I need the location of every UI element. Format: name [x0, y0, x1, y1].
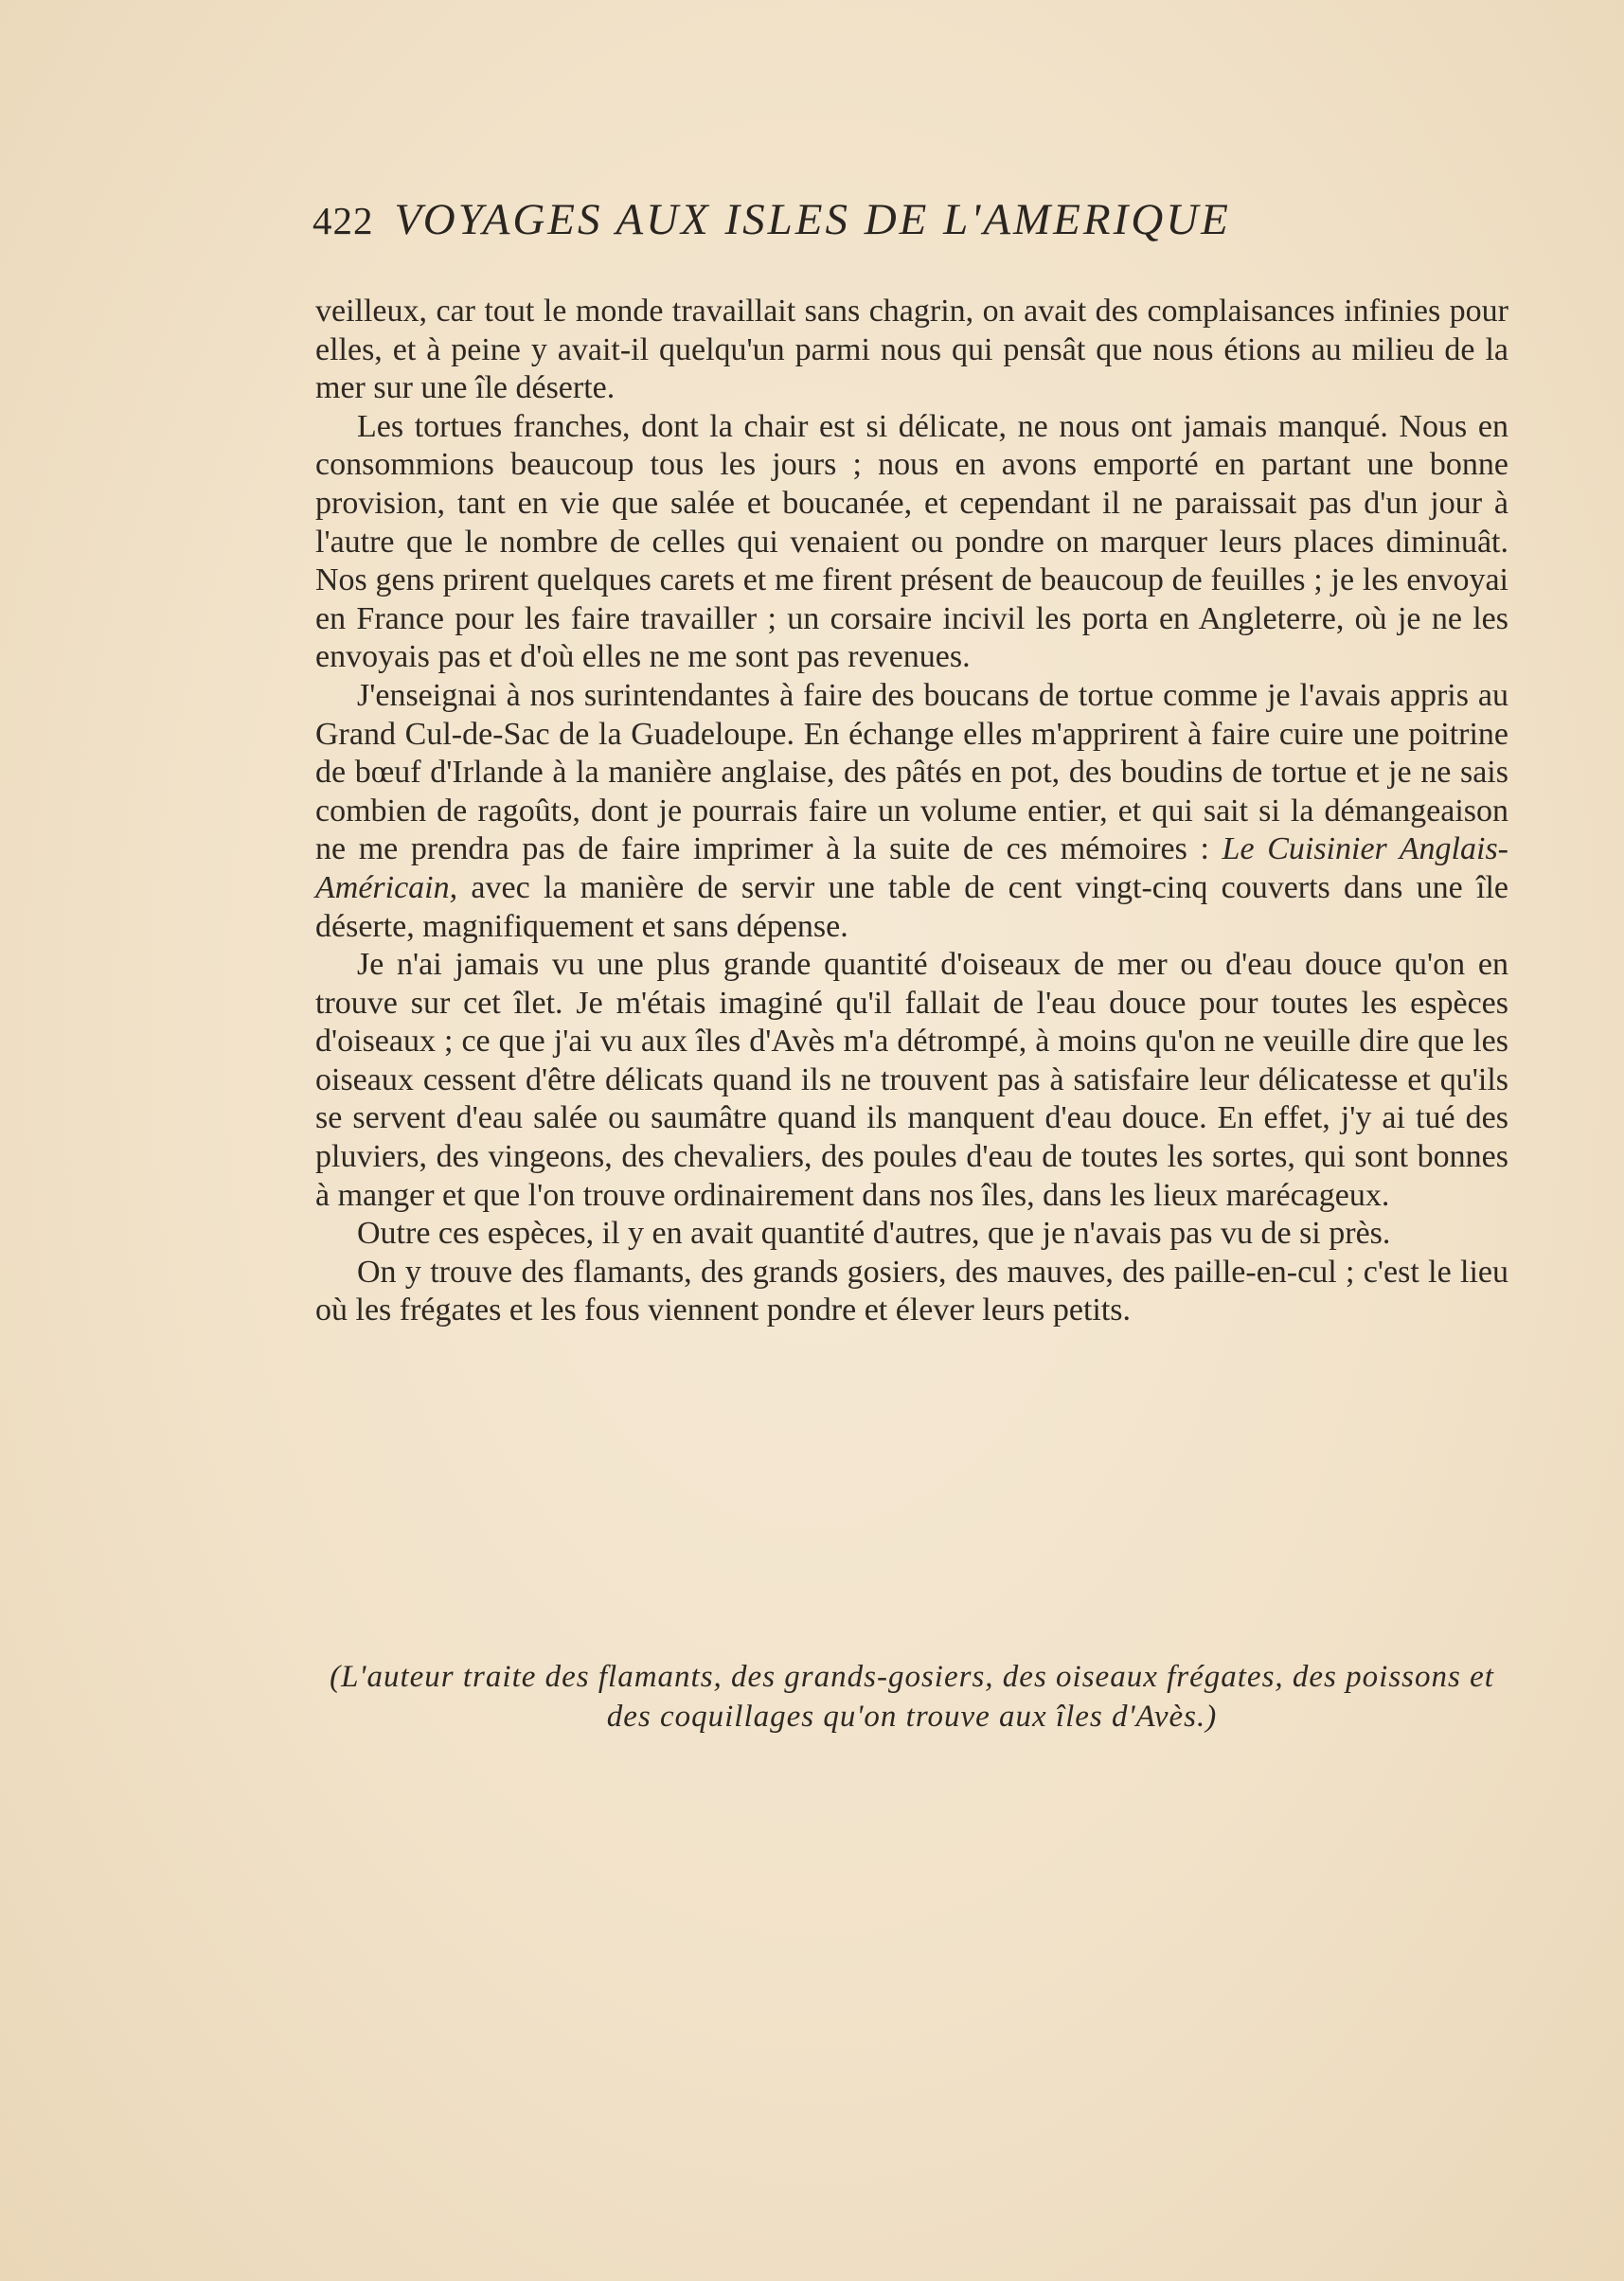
paragraph-boucans-end: avec la manière de servir une table de cent vingt-cinq couverts dans une île déserte, magnifiquement et sans dépense. [315, 869, 1508, 944]
paragraph-oiseaux: Je n'ai jamais vu une plus grande quantité d'oiseaux de mer ou d'eau douce qu'on en trouve sur cet îlet. Je m'étais imaginé qu'il fallait de l'eau douce pour toutes les espèces d'oiseaux ; ce que j'ai vu aux îles d'Avès m'a détrompé, à moins qu'on ne veuille dire que les oiseaux cessent d'être délicats quand ils ne trouvent pas à satisfaire leur délicatesse et qu'ils se servent d'eau salée ou saumâtre quand ils manquent d'eau douce. En effet, j'y ai tué des pluviers, des vingeons, des chevaliers, des poules d'eau de toutes les sortes, qui sont bonnes à manger et que l'on trouve ordinairement dans nos îles, dans les lieux marécageux. [315, 947, 1508, 1213]
page-number: 422 [312, 199, 374, 242]
book-title-italic: Le Cuisinier Anglais-Américain, [315, 831, 1509, 905]
body-text [315, 293, 1508, 1330]
paragraph-continuation: veilleux, car tout le monde travaillait sans chagrin, on avait des complaisances infinies pour elles, et à peine y avait-il quelqu'un parmi nous qui pensât que nous étions au milieu de la mer sur une île déserte. [315, 294, 1508, 406]
paragraph-tortues: Les tortues franches, dont la chair est si délicate, ne nous ont jamais manqué. Nous en consommions beaucoup tous les jours ; nous en avons emporté en partant une bonne provision, tant en vie que salée et boucanée, et cependant il ne paraissait pas d'un jour à l'autre que le nombre de celles qui venaient ou pondre on marquer leurs places diminuât. Nos gens prirent quelques carets et me firent présent de beaucoup de feuilles ; je les envoyai en France pour les faire travailler ; un corsaire incivil les porta en Angleterre, où je ne les envoyais pas et d'où elles ne me sont pas revenues. [315, 408, 1508, 675]
editorial-note: (L'auteur traite des flamants, des grands-gosiers, des oiseaux frégates, des poissons et des coquillages qu'on trouve aux îles d'Avès.) [330, 1660, 1494, 1734]
paragraph-flamants: On y trouve des flamants, des grands gosiers, des mauves, des paille-en-cul ; c'est le lieu où les frégates et les fous viennent pondre et élever leurs petits. [315, 1254, 1508, 1328]
paragraph-boucans [315, 677, 1508, 946]
page-header [312, 194, 1510, 260]
paragraph-boucans-text: J'enseignai à nos surintendantes à faire des boucans de tortue comme je l'avais appris au Grand Cul-de-Sac de la Guadeloupe. En échange elles m'apprirent à faire cuire une poitrine de bœuf d'Irlande à la manière anglaise, des pâtés en pot, des boudins de tortue et je ne sais combien de ragoûts, dont je pourrais faire un volume entier, et qui sait si la démangeaison ne me prendra pas de faire imprimer à la suite de ces mémoires : [315, 677, 1508, 867]
paragraph-especes: Outre ces espèces, il y en avait quantité d'autres, que je n'avais pas vu de si près. [357, 1216, 1391, 1252]
running-title: VOYAGES AUX ISLES DE L'AMERIQUE [394, 195, 1231, 244]
